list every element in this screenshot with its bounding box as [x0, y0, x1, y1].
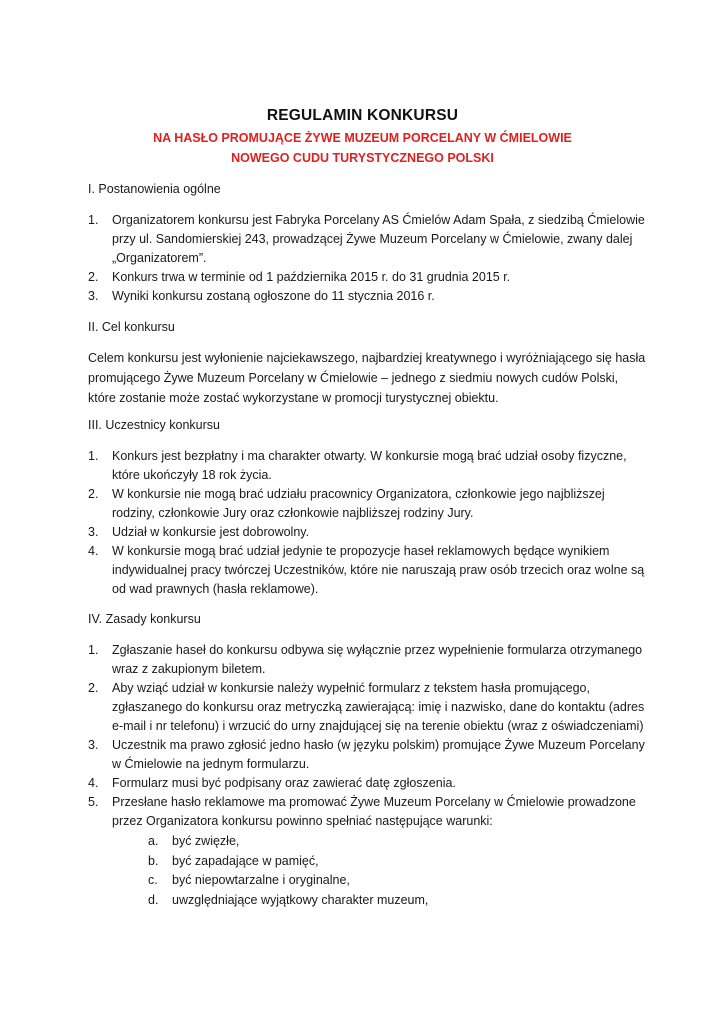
list-item: 2. Konkurs trwa w terminie od 1 października 2015 r. do 31 grudnia 2015 r.	[88, 270, 511, 284]
document-subtitle-line2: NOWEGO CUDU TURYSTYCZNEGO POLSKI	[231, 151, 494, 165]
document-subtitle-line1: NA HASŁO PROMUJĄCE ŻYWE MUZEUM PORCELANY W ĆMIELOWIE	[153, 131, 572, 145]
list-item: 2. W konkursie nie mogą brać udziału pracownicy Organizatora, członkowie jego najbliższej rodziny, członkowie Jury oraz członkowie najbliższej rodziny Jury.	[88, 487, 605, 520]
list-item: 3. Udział w konkursie jest dobrowolny.	[88, 525, 310, 539]
list-item: 4. Formularz musi być podpisany oraz zawierać datę zgłoszenia.	[88, 776, 456, 790]
list-item: 3. Uczestnik ma prawo zgłosić jedno hasło (w języku polskim) promujące Żywe Muzeum Porcelany w Ćmielowie na jednym formularzu.	[88, 738, 645, 771]
conditions-sublist	[148, 832, 628, 910]
sublist-item: b. być zapadające w pamięć,	[148, 853, 319, 868]
list-item: 4. W konkursie mogą brać udział jedynie te propozycje haseł reklamowych będące wynikiem indywidualnej pracy twórczej Uczestników, które nie naruszają praw osób trzecich oraz wolne są od wad prawnych (hasła reklamowe).	[88, 544, 645, 596]
list-item: 3. Wyniki konkursu zostaną ogłoszone do 11 stycznia 2016 r.	[88, 289, 435, 303]
goal-paragraph: Celem konkursu jest wyłonienie najciekawszego, najbardziej kreatywnego i wyróżniającego się hasła promującego Żywe Muzeum Porcelany w Ćmielowie – jednego z siedmiu nowych cudów Polski, które zostanie może zostać wykorzystane w promocji turystycznej obiektu.	[88, 351, 646, 405]
general-provisions-list	[88, 211, 648, 306]
participants-list	[88, 447, 648, 599]
section-heading-participants: III. Uczestnicy konkursu	[88, 418, 220, 432]
list-item: 1. Organizatorem konkursu jest Fabryka Porcelany AS Ćmielów Adam Spała, z siedzibą Ćmielowie przy ul. Sandomierskiej 243, prowadzącej Żywe Muzeum Porcelany w Ćmielowie, zwany dalej „Organizatorem”.	[88, 213, 645, 265]
list-item: 1. Konkurs jest bezpłatny i ma charakter otwarty. W konkursie mogą brać udział osoby fizyczne, które ukończyły 18 rok życia.	[88, 449, 627, 482]
rules-list	[88, 641, 648, 831]
sublist-item: d. uwzględniające wyjątkowy charakter muzeum,	[148, 892, 429, 907]
document-title: REGULAMIN KONKURSU	[266, 107, 459, 124]
section-heading-general: I. Postanowienia ogólne	[88, 182, 221, 196]
sublist-item: c. być niepowtarzalne i oryginalne,	[148, 873, 350, 887]
section-heading-goal: II. Cel konkursu	[88, 320, 175, 334]
list-item: 5. Przesłane hasło reklamowe ma promować Żywe Muzeum Porcelany w Ćmielowie prowadzone przez Organizatora konkursu powinno spełniać następujące warunki:	[88, 795, 636, 828]
list-item: 2. Aby wziąć udział w konkursie należy wypełnić formularz z tekstem hasła promującego, zgłaszanego do konkursu oraz metryczką zawierającą: imię i nazwisko, dane do kontaktu (adres e-mail i nr telefonu) i wrzucić do urny znajdującej się na terenie obiektu (wraz z oświadczeniami)	[88, 681, 645, 733]
sublist-item: a. być zwięzłe,	[148, 834, 240, 848]
list-item: 1. Zgłaszanie haseł do konkursu odbywa się wyłącznie przez wypełnienie formularza otrzymanego wraz z zakupionym biletem.	[88, 643, 643, 676]
section-heading-rules: IV. Zasady konkursu	[88, 612, 201, 626]
